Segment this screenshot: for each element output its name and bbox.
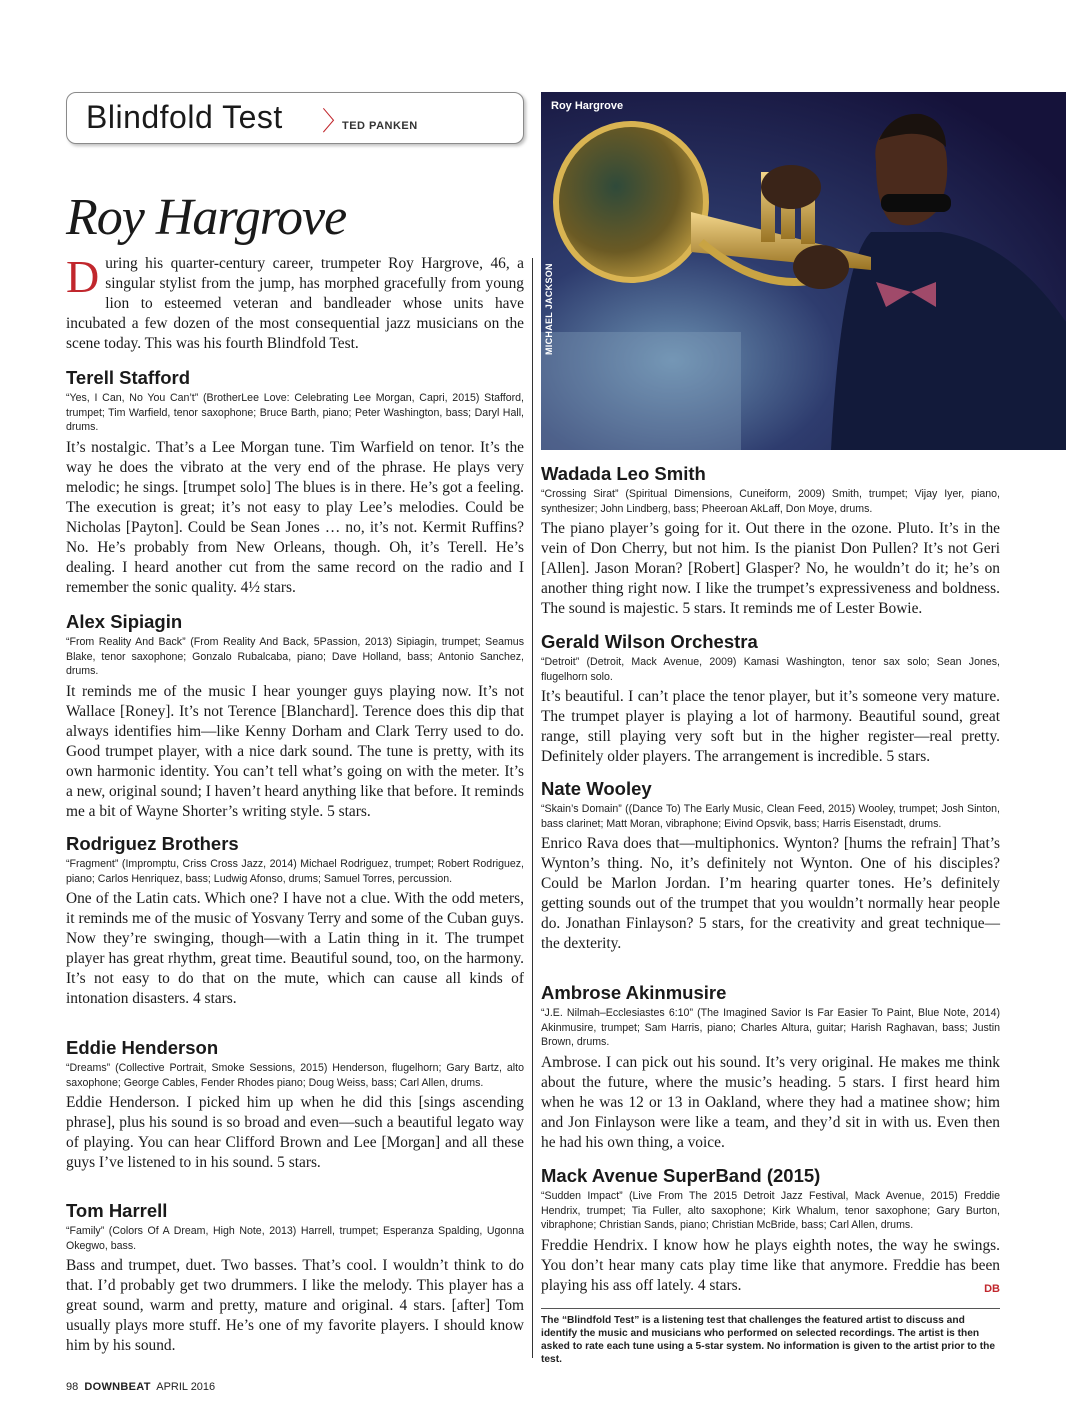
footnote: The “Blindfold Test” is a listening test that challenges the featured artist to discuss and identify the music and musicians who performed on selected recordings. The artist is then asked to rate each tune using a 5-star system. No information is given to the artist prior to the test.	[541, 1315, 996, 1365]
review-credits: “Dreams” (Collective Portrait, Smoke Sessions, 2015) Henderson, flugelhorn; Gary Bartz, alto saxophone; George Cables, Fender Rhodes piano; Doug Weiss, bass; Carl Allen, drums.	[66, 1062, 524, 1089]
artist-title: Roy Hargrove	[66, 189, 347, 246]
review-wadada-leo-smith	[541, 463, 1000, 619]
drop-cap: D	[66, 251, 100, 302]
review-artist: Gerald Wilson Orchestra	[541, 631, 758, 652]
footnote-rule	[541, 1308, 1000, 1309]
review-text-content: Freddie Hendrix. I know how he plays eighth notes, the way he swings. You don’t hear many cats play time like that anymore. Freddie has been playing his ass off lately. 4 stars.	[541, 1236, 1000, 1294]
review-text: It’s nostalgic. That’s a Lee Morgan tune. Tim Warfield on tenor. It’s the way he does the vibrato at the very end of the phrase. He plays very melodic; he sings. [trumpet solo] The blues is in there. He’s got a feeling. The execution is great; it’s not easy to play Lee’s melodies. Could be Nicholas [Payton]. Could be Sean Jones … no, it’s not. Kermit Ruffins? No. He’s probably from New Orleans, though. Oh, it’s Terell. He’s dealing. I heard another cut from the same record on the radio and I remember the sonic quality. 4½ stars.	[66, 438, 524, 596]
review-text: Eddie Henderson. I picked him up when he did this [sings ascending phrase], plus his sound is so broad and even—such a beautiful legato way of playing. You can hear Clifford Brown and Lee [Morgan] and all these guys I’ve listened to in his sound. 5 stars.	[66, 1094, 524, 1171]
review-artist: Mack Avenue SuperBand (2015)	[541, 1165, 821, 1186]
review-text: The piano player’s going for it. Out there in the ozone. Pluto. It’s in the vein of Don Cherry, but not him. Is the pianist Don Pullen? It’s not Geri [Allen]. Jason Moran? [Robert] Glasper? No, he wouldn’t do it; he’s on another thing right now. I like the trumpet’s expressiveness and boldness. The sound is majestic. 5 stars. It reminds me of Lester Bowie.	[541, 520, 1000, 617]
review-nate-wooley	[541, 778, 1000, 954]
review-artist: Tom Harrell	[66, 1200, 168, 1221]
review-artist: Wadada Leo Smith	[541, 463, 706, 484]
review-credits: “Family” (Colors Of A Dream, High Note, 2013) Harrell, trumpet; Esperanza Spalding, Ugonna Okegwo, bass.	[66, 1225, 524, 1252]
review-credits: “J.E. Nilmah–Ecclesiastes 6:10” (The Imagined Savior Is Far Easier To Paint, Blue Note, 2014) Akinmusire, trumpet; Sam Harris, piano; Charles Altura, guitar; Harish Raghavan, bass; Justin Brown, drums.	[541, 1007, 1000, 1048]
issue-date: APRIL 2016	[156, 1381, 216, 1393]
review-text: One of the Latin cats. Which one? I have not a clue. With the odd meters, it reminds me of the music of Yosvany Terry and some of the Cuban guys. Now they’re swinging, though—with a Latin thing in it. The trumpet player has great rhythm, great time. Beautiful sound, too, on the harmony. It’s not easy to do that on the mute, which can cause all kinds of intonation disasters. 4 stars.	[66, 890, 524, 1007]
photo-credit: MICHAEL JACKSON	[544, 263, 554, 355]
review-credits: “Detroit” (Detroit, Mack Avenue, 2009) Kamasi Washington, tenor sax solo; Sean Jones, flugelhorn solo.	[541, 656, 1000, 683]
review-text: Ambrose. I can pick out his sound. It’s very original. He makes me think about the future, where the music’s heading. 5 stars. I first heard him when he was 12 or 13 in Oakland, where they had a matinee show; him and Jon Finlayson were like a team, and they’d sit in with us. Even then he had his own thing, a voice.	[541, 1053, 1000, 1151]
photo-caption: Roy Hargrove	[551, 100, 624, 112]
page-footer	[66, 1381, 215, 1393]
author-byline: TED PANKEN	[342, 120, 418, 132]
review-text: Enrico Rava does that—multiphonics. Wynton? [hums the refrain] That’s Wynton’s thing. No, it’s definitely not Wynton. One of his disciples? Could be Marlon Jordan. I’m hearing quarter tones. He’s definitely getting sounds out of the trumpet that you wouldn’t normally hear people do. Jonathan Finlayson? 5 stars, for the creativity and great technique—the dexterity.	[541, 835, 1000, 952]
review-ambrose-akinmusire	[541, 982, 1000, 1153]
section-title: Blindfold Test	[86, 99, 283, 135]
review-credits: “Fragment” (Impromptu, Criss Cross Jazz, 2014) Michael Rodriguez, trumpet; Robert Rodriguez, piano; Carlos Henriquez, bass; Ludwig Afonso, drums; Samuel Torres, percussion.	[66, 858, 524, 885]
review-credits: “Yes, I Can, No You Can’t” (BrotherLee Love: Celebrating Lee Morgan, Capri, 2015) Stafford, trumpet; Tim Warfield, tenor saxophone; Bruce Barth, piano; Peter Washington, bass; Daryl Hall, drums.	[66, 392, 524, 433]
review-text	[541, 1236, 1000, 1296]
review-rodriguez-brothers	[66, 833, 524, 1009]
review-text: It’s beautiful. I can’t place the tenor player, but it’s someone very mature. The trumpet player is playing a lot of harmony. Beautiful sound, great range, still playing very soft but in the higher register—real pretty. Definitely older players. The arrangement is incredible. 5 stars.	[541, 688, 1000, 765]
review-tom-harrell	[66, 1200, 524, 1356]
review-artist: Terell Stafford	[66, 367, 191, 388]
review-artist: Alex Sipiagin	[66, 611, 183, 632]
review-gerald-wilson-orchestra	[541, 631, 1000, 767]
intro-text: uring his quarter-century career, trumpeter Roy Hargrove, 46, a singular stylist from the jump, has morphed gracefully from young lion to esteemed veteran and bandleader whose units have incubated a few dozen of the most consequential jazz musicians on the scene today. This was his fourth Blindfold Test.	[66, 255, 524, 352]
review-text: It reminds me of the music I hear younger guys playing now. It’s not Wallace [Roney]. It’s not Terence [Blanchard]. Terence does this dip that always identifies him—like Kenny Dorham and Clark Terry used to do. Good trumpet player, with a nice dark sound. The tune is pretty, with its own harmonic identity. You can’t tell what’s going on with the meter. It’s a new, original sound; I haven’t heard anything like that before. It reminds me a bit of Wayne Shorter’s writing style. 5 stars.	[66, 682, 524, 820]
review-artist: Ambrose Akinmusire	[541, 982, 727, 1003]
review-text: Bass and trumpet, duet. Two basses. That’s cool. I wouldn’t think to do that. I’d probably get two drummers. I like the melody. This player has a great sound, warm and pretty, mature and original. 4 stars. [after] Tom usually plays more stuff. He’s one of my favorite players. I should know him by his sound.	[66, 1257, 524, 1354]
review-mack-avenue-superband	[541, 1165, 1000, 1299]
review-artist: Rodriguez Brothers	[66, 833, 239, 854]
review-credits: “Sudden Impact” (Live From The 2015 Detroit Jazz Festival, Mack Avenue, 2015) Freddie Hendrix, trumpet; Tia Fuller, alto saxophone; Kirk Whalum, tenor saxophone; Gary Burton, vibraphone; Christian Sands, piano; Christian McBride, bass; Carl Allen, drums.	[541, 1190, 1000, 1231]
review-artist: Eddie Henderson	[66, 1037, 219, 1058]
chevron-right-icon: 〉	[322, 107, 349, 137]
artist-photo	[541, 92, 1066, 450]
review-credits: “From Reality And Back” (From Reality And Back, 5Passion, 2013) Sipiagin, trumpet; Seamus Blake, tenor saxophone; Gonzalo Rubalcaba, piano; Dave Holland, bass; Antonio Sanchez, drums.	[66, 636, 524, 677]
column-divider	[532, 258, 533, 1358]
end-mark: DB	[984, 1282, 1000, 1295]
intro-paragraph	[66, 251, 524, 354]
review-terell-stafford	[66, 367, 524, 598]
magazine-name: DOWNBEAT	[84, 1381, 151, 1393]
review-eddie-henderson	[66, 1037, 524, 1173]
review-artist: Nate Wooley	[541, 778, 652, 799]
review-alex-sipiagin	[66, 611, 524, 822]
review-credits: “Skain’s Domain” ((Dance To) The Early Music, Clean Feed, 2015) Wooley, trumpet; Josh Sinton, bass clarinet; Matt Moran, vibraphone; Eivind Opsvik, bass; Harris Eisenstadt, drums.	[541, 803, 1000, 830]
review-credits: “Crossing Sirat” (Spiritual Dimensions, Cuneiform, 2009) Smith, trumpet; Vijay Iyer, piano, synthesizer; John Lindberg, bass; Pheeroan AkLaff, Don Moye, drums.	[541, 488, 1000, 515]
page-number: 98	[66, 1381, 79, 1393]
